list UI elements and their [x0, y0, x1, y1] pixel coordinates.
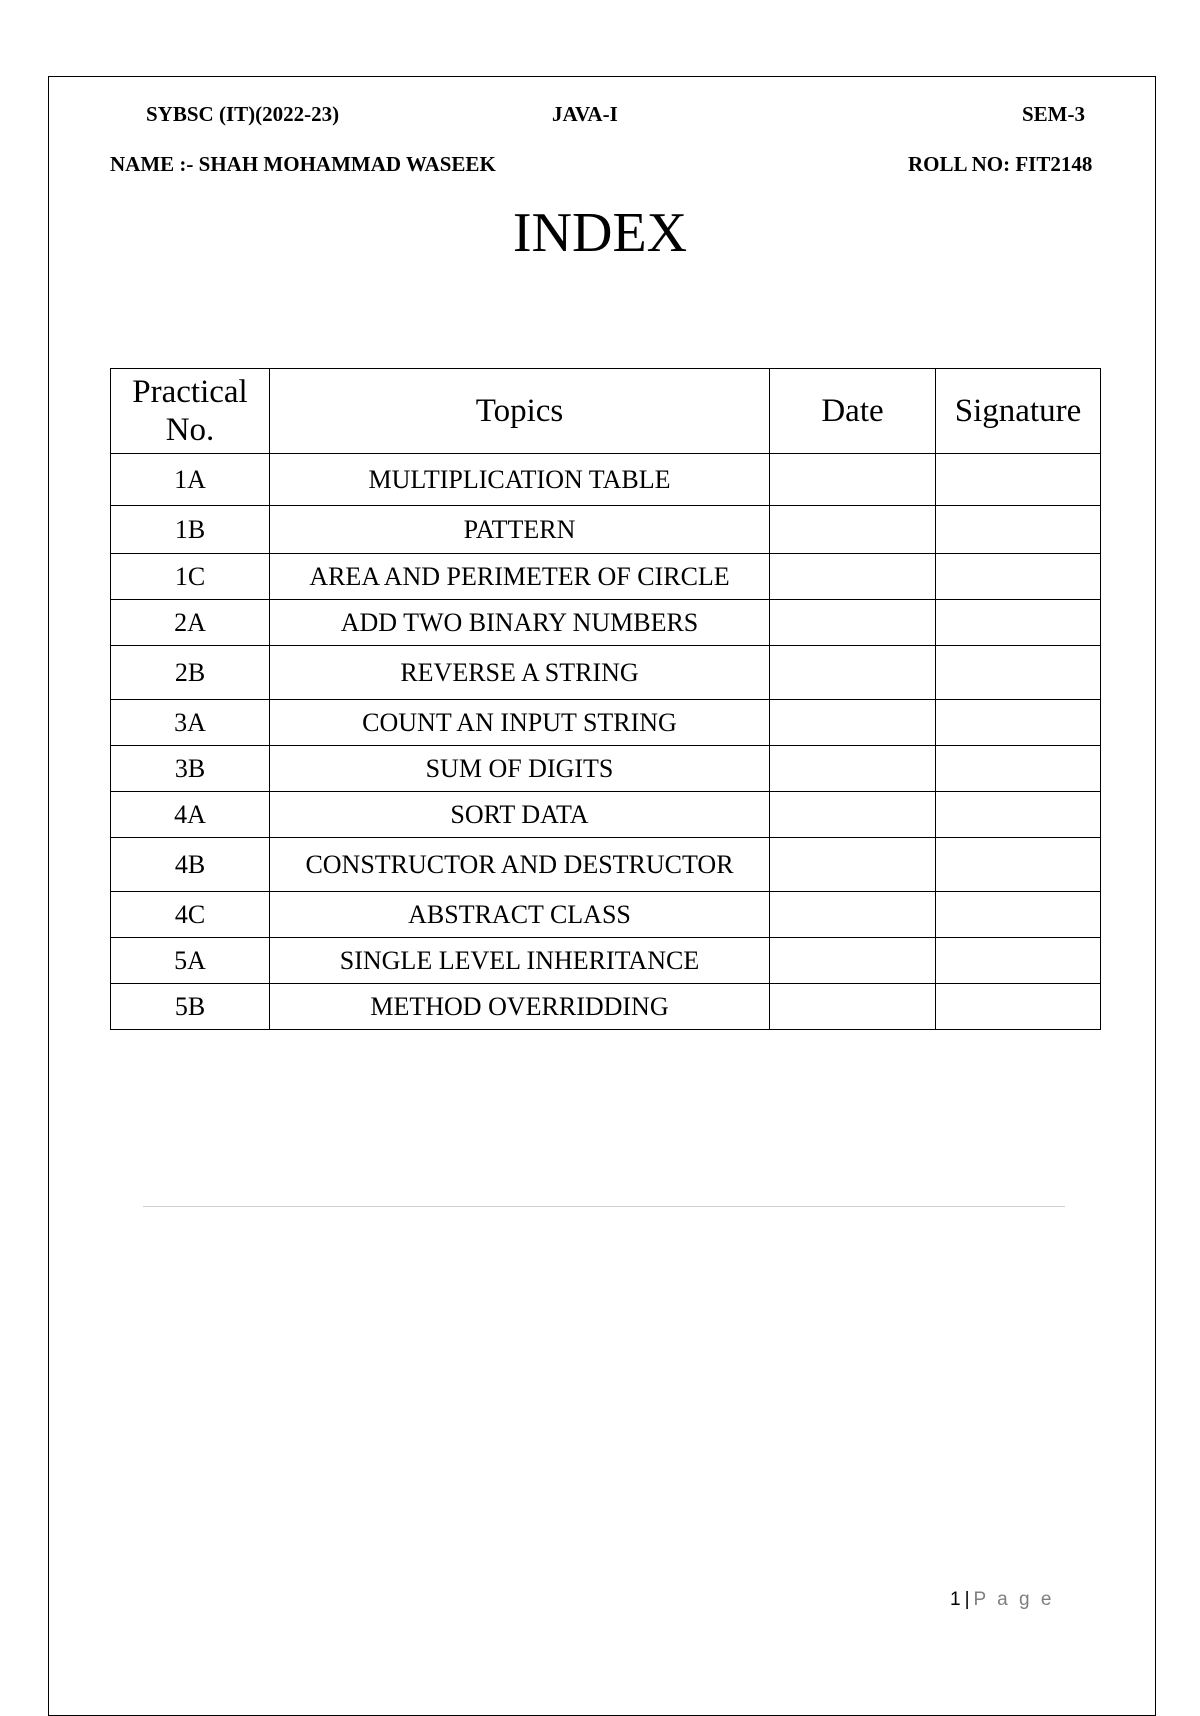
practical-no-cell: 1C [111, 554, 270, 600]
practical-no-cell: 2B [111, 646, 270, 700]
signature-cell [936, 838, 1101, 892]
topic-cell: CONSTRUCTOR AND DESTRUCTOR [270, 838, 770, 892]
signature-cell [936, 506, 1101, 554]
table-row [111, 454, 1101, 506]
index-table [110, 368, 1101, 1030]
date-cell [770, 600, 936, 646]
practical-no-cell: 5B [111, 984, 270, 1030]
date-cell [770, 506, 936, 554]
signature-cell [936, 938, 1101, 984]
topic-cell: AREA AND PERIMETER OF CIRCLE [270, 554, 770, 600]
page-title: INDEX [512, 202, 688, 264]
date-cell [770, 984, 936, 1030]
column-header-practical-line1: Practical [132, 374, 248, 410]
table-header-row [111, 369, 1101, 454]
page-number: 1 [950, 1589, 961, 1610]
practical-no-cell: 1A [111, 454, 270, 506]
page-footer [950, 1589, 1054, 1611]
date-cell [770, 454, 936, 506]
column-header-signature: Signature [936, 369, 1101, 454]
table-row [111, 554, 1101, 600]
course-label: SYBSC (IT)(2022-23) [146, 102, 340, 126]
date-cell [770, 746, 936, 792]
date-cell [770, 700, 936, 746]
practical-no-cell: 3B [111, 746, 270, 792]
signature-cell [936, 646, 1101, 700]
student-name: NAME :- SHAH MOHAMMAD WASEEK [110, 152, 496, 176]
table-row [111, 506, 1101, 554]
signature-cell [936, 600, 1101, 646]
table-row [111, 838, 1101, 892]
topic-cell: SINGLE LEVEL INHERITANCE [270, 938, 770, 984]
date-cell [770, 838, 936, 892]
signature-cell [936, 700, 1101, 746]
date-cell [770, 892, 936, 938]
signature-cell [936, 554, 1101, 600]
topic-cell: MULTIPLICATION TABLE [270, 454, 770, 506]
table-row [111, 892, 1101, 938]
practical-no-cell: 4B [111, 838, 270, 892]
semester-label: SEM-3 [1022, 102, 1085, 126]
practical-no-cell: 1B [111, 506, 270, 554]
signature-cell [936, 984, 1101, 1030]
practical-no-cell: 2A [111, 600, 270, 646]
table-row [111, 938, 1101, 984]
table-row [111, 646, 1101, 700]
signature-cell [936, 792, 1101, 838]
topic-cell: PATTERN [270, 506, 770, 554]
topic-cell: ADD TWO BINARY NUMBERS [270, 600, 770, 646]
table-row [111, 746, 1101, 792]
table-row [111, 792, 1101, 838]
topic-cell: METHOD OVERRIDDING [270, 984, 770, 1030]
column-header-practical-line2: No. [165, 412, 215, 448]
roll-number: ROLL NO: FIT2148 [908, 152, 1093, 176]
date-cell [770, 938, 936, 984]
date-cell [770, 792, 936, 838]
date-cell [770, 554, 936, 600]
column-header-date: Date [770, 369, 936, 454]
table-row [111, 984, 1101, 1030]
topic-cell: SUM OF DIGITS [270, 746, 770, 792]
signature-cell [936, 892, 1101, 938]
topic-cell: ABSTRACT CLASS [270, 892, 770, 938]
signature-cell [936, 454, 1101, 506]
date-cell [770, 646, 936, 700]
practical-no-cell: 4C [111, 892, 270, 938]
table-row [111, 700, 1101, 746]
topic-cell: COUNT AN INPUT STRING [270, 700, 770, 746]
index-table-body [111, 454, 1101, 1030]
practical-no-cell: 4A [111, 792, 270, 838]
column-header-topics: Topics [270, 369, 770, 454]
page-separator: | [964, 1589, 970, 1610]
column-header-practical-no [111, 369, 270, 454]
subject-label: JAVA-I [552, 102, 618, 126]
page-word: P a g e [973, 1589, 1055, 1610]
practical-no-cell: 3A [111, 700, 270, 746]
signature-cell [936, 746, 1101, 792]
separator-line [143, 1206, 1065, 1207]
topic-cell: REVERSE A STRING [270, 646, 770, 700]
topic-cell: SORT DATA [270, 792, 770, 838]
practical-no-cell: 5A [111, 938, 270, 984]
table-row [111, 600, 1101, 646]
